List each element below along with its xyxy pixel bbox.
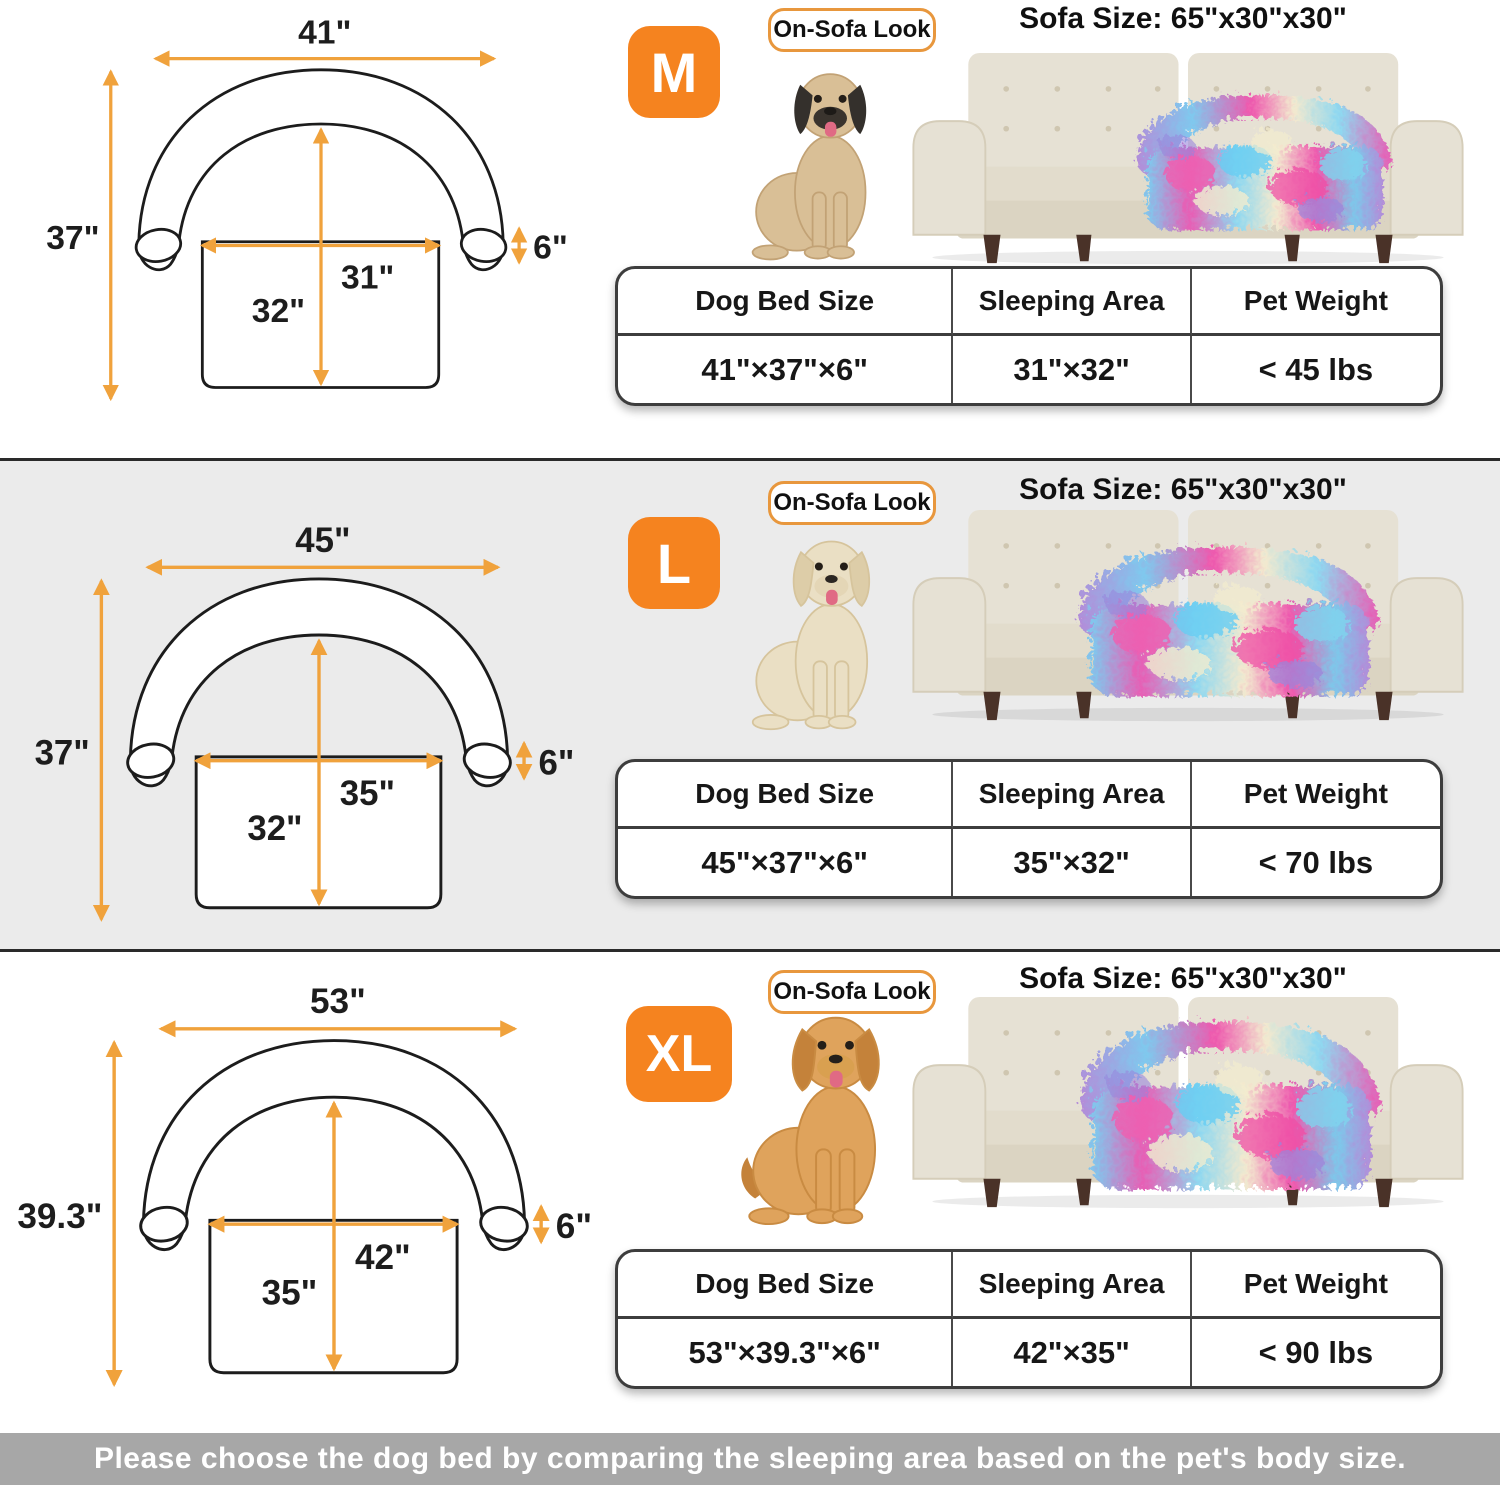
sofa-with-bed-illustration bbox=[898, 491, 1478, 723]
table-header-pet-weight: Pet Weight bbox=[1192, 269, 1440, 336]
sofa-size-label: Sofa Size: 65"x30"x30" bbox=[1019, 2, 1347, 35]
sofa-with-bed-illustration bbox=[898, 978, 1478, 1210]
table-value-bed-size: 53"×39.3"×6" bbox=[618, 1319, 953, 1386]
sofa-size-label: Sofa Size: 65"x30"x30" bbox=[1019, 962, 1347, 995]
labrador-dog-illustration bbox=[742, 525, 894, 735]
table-value-pet-weight: < 45 lbs bbox=[1258, 351, 1374, 387]
table-header-pet-weight: Pet Weight bbox=[1192, 1252, 1440, 1319]
table-value-pet-weight: < 70 lbs bbox=[1258, 844, 1374, 880]
plush-rainbow-bed bbox=[1132, 91, 1387, 226]
sleeping-height-label: 32" bbox=[247, 809, 303, 849]
table-value-sleeping-area: 35"×32" bbox=[953, 829, 1191, 896]
overall-height-label: 39.3" bbox=[17, 1197, 103, 1237]
overall-width-label: 41" bbox=[298, 14, 352, 52]
footer-note-bar bbox=[0, 1433, 1500, 1485]
table-value-pet-weight: < 90 lbs bbox=[1258, 1334, 1374, 1370]
bolster-height-label: 6" bbox=[555, 1206, 593, 1246]
table-header-sleeping-area: Sleeping Area bbox=[953, 1252, 1191, 1319]
bed-dimension-diagram bbox=[0, 978, 632, 1400]
sleeping-width-label: 35" bbox=[339, 774, 395, 814]
overall-width-label: 45" bbox=[295, 520, 351, 560]
size-spec-table bbox=[615, 1249, 1443, 1389]
sofa-with-bed-illustration bbox=[898, 34, 1478, 266]
size-badge: L bbox=[628, 517, 720, 609]
table-value-bed-size: 41"×37"×6" bbox=[618, 336, 953, 403]
table-header-bed-size: Dog Bed Size bbox=[618, 1252, 953, 1319]
sofa-size-label: Sofa Size: 65"x30"x30" bbox=[1019, 473, 1347, 506]
table-header-bed-size: Dog Bed Size bbox=[618, 762, 953, 829]
size-spec-table bbox=[615, 759, 1443, 899]
table-header-sleeping-area: Sleeping Area bbox=[953, 762, 1191, 829]
on-sofa-look-label: On-Sofa Look bbox=[773, 489, 931, 516]
sleeping-width-label: 42" bbox=[354, 1238, 411, 1278]
bed-dimension-diagram bbox=[24, 517, 614, 935]
size-badge: XL bbox=[626, 1006, 732, 1102]
plush-rainbow-bed bbox=[1073, 542, 1373, 691]
sleeping-height-label: 35" bbox=[261, 1273, 318, 1313]
bed-dimension-diagram bbox=[36, 10, 606, 414]
table-header-sleeping-area: Sleeping Area bbox=[953, 269, 1191, 336]
section-size-l bbox=[0, 461, 1500, 952]
table-header-pet-weight: Pet Weight bbox=[1192, 762, 1440, 829]
overall-height-label: 37" bbox=[34, 733, 90, 773]
footer-note-text: Please choose the dog bed by comparing the sleeping area based on the pet's body size. bbox=[93, 1442, 1407, 1475]
table-value-bed-size: 45"×37"×6" bbox=[618, 829, 953, 896]
sleeping-width-label: 31" bbox=[341, 259, 395, 297]
sleeping-height-label: 32" bbox=[251, 293, 306, 331]
golden-retriever-dog-illustration bbox=[728, 1002, 914, 1228]
table-value-sleeping-area: 42"×35" bbox=[953, 1319, 1191, 1386]
overall-width-label: 53" bbox=[310, 982, 366, 1022]
section-size-xl bbox=[0, 952, 1500, 1433]
on-sofa-look-label: On-Sofa Look bbox=[773, 16, 931, 43]
section-size-m bbox=[0, 0, 1500, 461]
table-value-sleeping-area: 31"×32" bbox=[953, 336, 1191, 403]
on-sofa-look-label: On-Sofa Look bbox=[773, 978, 931, 1005]
size-badge: M bbox=[628, 26, 720, 118]
overall-height-label: 37" bbox=[46, 220, 100, 258]
bolster-height-label: 6" bbox=[533, 229, 568, 267]
table-header-bed-size: Dog Bed Size bbox=[618, 269, 953, 336]
pug-dog-illustration bbox=[742, 60, 892, 263]
size-spec-table bbox=[615, 266, 1443, 406]
bolster-height-label: 6" bbox=[538, 743, 575, 783]
plush-rainbow-bed bbox=[1075, 1016, 1375, 1184]
